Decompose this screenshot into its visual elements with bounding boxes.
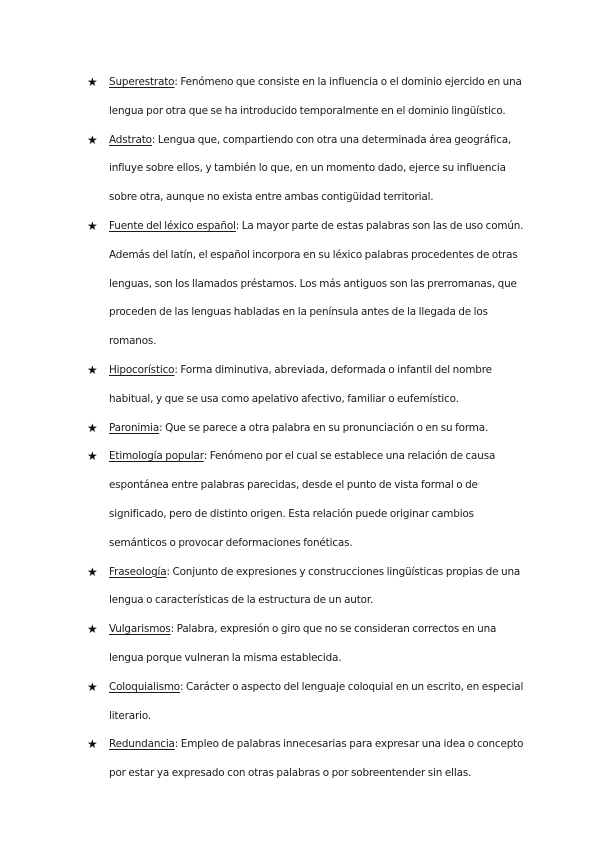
glossary-entry-superestrato (87, 68, 527, 126)
definition-text: La mayor parte de estas palabras son las de uso común. Además del latín, el español incorpora en su léxico palabras procedentes de otras lenguas, son los llamados préstamos. Los más antiguos son las prerromanas, que proceden de las lenguas habladas en la península antes de la llegada de los romanos. (109, 219, 524, 348)
glossary-entry-coloquialismo (87, 673, 527, 731)
definition-text: Forma diminutiva, abreviada, deformada o infantil del nombre habitual, y que se usa como apelativo afectivo, familiar o eufemístico. (109, 363, 492, 405)
definition-text: Fenómeno que consiste en la influencia o el dominio ejercido en una lengua por otra que se ha introducido temporalmente en el dominio lingüístico. (109, 76, 522, 117)
definition-text: Empleo de palabras innecesarias para expresar una idea o concepto por estar ya expresado con otras palabras o por sobreentender sin ellas. (109, 738, 524, 780)
star-bullet-icon: ★ (87, 679, 98, 694)
star-bullet-icon: ★ (87, 737, 98, 752)
glossary-entry-paronimia (87, 414, 527, 443)
glossary-entry-fraseologia (87, 558, 527, 616)
glossary-entry-adstrato (87, 126, 527, 212)
definition-text: Palabra, expresión o giro que no se consideran correctos en una lengua porque vulneran la misma establecida. (109, 623, 497, 664)
term-separator: : (174, 738, 181, 751)
term-label: Hipocorístico (109, 363, 175, 376)
term-label: Vulgarismos (109, 623, 171, 636)
definition-text: Conjunto de expresiones y construcciones lingüísticas propias de una lengua o características de la estructura de un autor. (109, 565, 521, 607)
term-label: Fraseología (109, 565, 167, 578)
star-bullet-icon: ★ (87, 449, 98, 464)
star-bullet-icon: ★ (87, 75, 98, 89)
glossary-entry-redundancia (87, 730, 527, 788)
term-separator: : (235, 219, 242, 232)
term-separator: : (174, 76, 181, 88)
star-bullet-icon: ★ (87, 420, 98, 435)
term-label: Paronimia (109, 421, 160, 434)
term-separator: : (166, 565, 173, 578)
star-bullet-icon: ★ (87, 132, 98, 147)
star-bullet-icon: ★ (87, 362, 98, 377)
term-separator: : (159, 421, 166, 434)
star-bullet-icon: ★ (87, 218, 98, 233)
definition-text: Fenómeno por el cual se establece una relación de causa espontánea entre palabras parecidas, desde el punto de vista formal o de significado, pero de distinto origen. Esta relación puede originar cambios semánticos o provocar deformaciones fonéticas. (109, 450, 496, 549)
term-label: Adstrato (109, 133, 152, 146)
term-separator: : (180, 680, 187, 693)
term-separator: : (174, 363, 181, 376)
term-separator: : (151, 133, 158, 146)
term-label: Fuente del léxico español (109, 219, 236, 232)
glossary-entry-hipocoristico (87, 356, 527, 414)
term-label: Superestrato (109, 76, 175, 88)
star-bullet-icon: ★ (87, 564, 98, 579)
definition-text: Carácter o aspecto del lenguaje coloquial en un escrito, en especial literario. (109, 680, 524, 722)
term-label: Coloquialismo (109, 680, 181, 693)
term-label: Redundancia (109, 738, 175, 751)
definition-text: Lengua que, compartiendo con otra una determinada área geográfica, influye sobre ellos, y también lo que, en un momento dado, ejerce su influencia sobre otra, aunque no exista entre ambas contigüidad territorial. (109, 133, 512, 204)
star-bullet-icon: ★ (87, 622, 98, 637)
definition-text: Que se parece a otra palabra en su pronunciación o en su forma. (165, 421, 489, 434)
term-separator: : (203, 450, 210, 463)
glossary-entry-etimologia-popular (87, 442, 527, 557)
term-separator: : (170, 623, 177, 636)
glossary-entry-fuente-lexico (87, 212, 527, 356)
glossary-entry-vulgarismos (87, 615, 527, 673)
term-label: Etimología popular (109, 450, 204, 463)
glossary-list (87, 68, 527, 788)
